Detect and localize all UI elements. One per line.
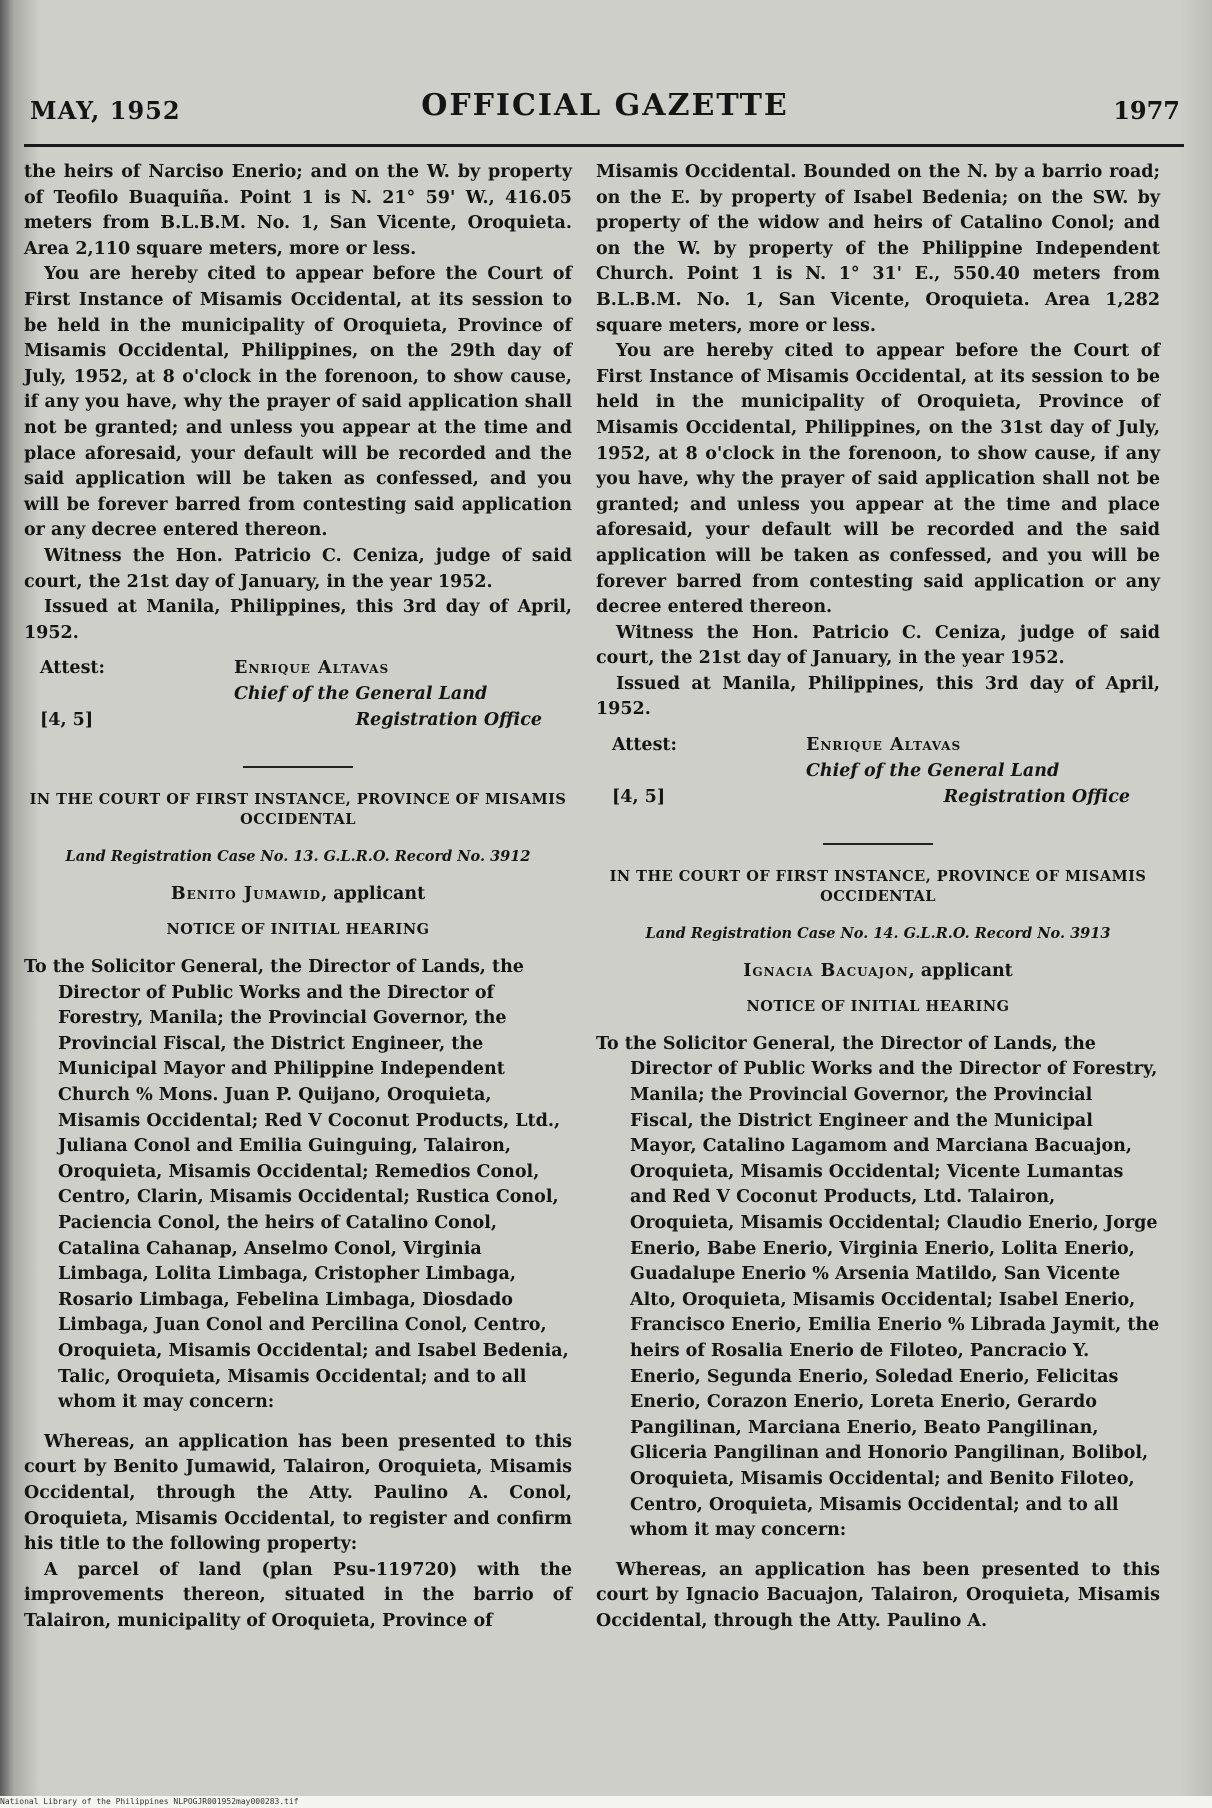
left-column bbox=[24, 160, 572, 1635]
case-number: Land Registration Case No. 13. G.L.R.O. Record No. 3912 bbox=[65, 848, 531, 866]
court-heading: IN THE COURT OF FIRST INSTANCE, PROVINCE OF MISAMIS OCCIDENTAL bbox=[609, 868, 1147, 906]
applicant-suffix: , applicant bbox=[321, 883, 426, 904]
left-para-2: You are hereby cited to appear before the Court of First Instance of Misamis Occidental, at its session to be held in the municipality of Oroquieta, Province of Misamis Occidental, Philippines, on the 29th day of July, 1952, at 8 o'clock in the forenoon, to show cause, if any you have, why the prayer of said application shall not be granted; and unless you appear at the time and place aforesaid, your default will be recorded and the said application will be taken as confessed, and you will be forever barred from contesting said application or any decree entered thereon. bbox=[24, 264, 572, 541]
left-para-1: the heirs of Narciso Enerio; and on the W. by property of Teofilo Buaquiña. Point 1 is N. 21° 59' W., 416.05 meters from B.L.B.M. No. 1, San Vicente, Oroquieta. Area 2,110 square meters, more or less. bbox=[24, 162, 572, 259]
applicant-suffix: , applicant bbox=[908, 960, 1013, 981]
attest-title: Chief of the General Land bbox=[806, 761, 1060, 782]
left-para-4: Issued at Manila, Philippines, this 3rd day of April, 1952. bbox=[24, 597, 572, 643]
applicant-name: Benito Jumawid bbox=[170, 883, 322, 904]
right-para-1: Misamis Occidental. Bounded on the N. by a barrio road; on the E. by property of Isabel Bedenia; on the SW. by property of the widow and heirs of Catalino Conol; and on the W. by property of the Philippine Independent Church. Point 1 is N. 1° 31' E., 550.40 meters from B.L.B.M. No. 1, San Vicente, Oroquieta. Area 1,282 square meters, more or less. bbox=[596, 162, 1160, 336]
applicant-line bbox=[596, 959, 1160, 985]
applicant-name: Ignacia Bacuajon bbox=[743, 960, 909, 981]
whereas-para: Whereas, an application has been presented to this court by Benito Jumawid, Talairon, Oroquieta, Misamis Occidental, through the Atty. Paulino A. Conol, Oroquieta, Misamis Occidental, to register and confirm his title to the following property: bbox=[24, 1431, 572, 1555]
header-rule bbox=[24, 144, 1184, 147]
section-divider bbox=[243, 766, 353, 768]
right-attest-block bbox=[596, 733, 1160, 825]
whereas-para: Whereas, an application has been presented to this court by Ignacio Bacuajon, Talairon, Oroquieta, Misamis Occidental, through the Atty. Paulino A. bbox=[596, 1559, 1160, 1631]
attest-title: Chief of the General Land bbox=[234, 684, 488, 705]
notice-heading: NOTICE OF INITIAL HEARING bbox=[746, 998, 1010, 1016]
addressee-list: To the Solicitor General, the Director of Lands, the Director of Public Works and the Director of Forestry, Manila; the Provincial Governor, the Provincial Fiscal, the District Engineer, the Municipal Mayor and Philippine Independent Church % Mons. Juan P. Quijano, Oroquieta, Misamis Occidental; Red V Coconut Products, Ltd., Juliana Conol and Emilia Guinguing, Talairon, Oroquieta, Misamis Occidental; Remedios Conol, Centro, Clarin, Misamis Occidental; Rustica Conol, Paciencia Conol, the heirs of Catalino Conol, Catalina Cahanap, Anselmo Conol, Virginia Limbaga, Lolita Limbaga, Cristopher Limbaga, Rosario Limbaga, Febelina Limbaga, Diosdado Limbaga, Juan Conol and Percilina Conol, Centro, Oroquieta, Misamis Occidental; and Isabel Bedenia, Talic, Oroquieta, Misamis Occidental; and to all whom it may concern: bbox=[24, 957, 569, 1413]
left-para-3: Witness the Hon. Patricio C. Ceniza, judge of said court, the 21st day of January, in the year 1952. bbox=[24, 545, 572, 592]
left-attest-block bbox=[24, 656, 572, 748]
page-header bbox=[30, 88, 1180, 138]
header-title: OFFICIAL GAZETTE bbox=[421, 88, 789, 123]
section-divider bbox=[823, 843, 933, 845]
header-page-number: 1977 bbox=[1113, 96, 1180, 125]
attest-label: Attest: bbox=[40, 658, 105, 679]
right-para-4: Issued at Manila, Philippines, this 3rd day of April, 1952. bbox=[596, 673, 1160, 720]
addressee-list: To the Solicitor General, the Director of Lands, the Director of Public Works and the Director of Forestry, Manila; the Provincial Governor, the Provincial Fiscal, the District Engineer and the Municipal Mayor, Catalino Lagamom and Marciana Bacuajon, Oroquieta, Misamis Occidental; Vicente Lumantas and Red V Coconut Products, Ltd. Talairon, Oroquieta, Misamis Occidental; Claudio Enerio, Jorge Enerio, Babe Enerio, Virginia Enerio, Lolita Enerio, Guadalupe Enerio % Arsenia Matildo, San Vicente Alto, Oroquieta, Misamis Occidental; Isabel Enerio, Francisco Enerio, Emilia Enerio % Librada Jaymit, the heirs of Rosalia Enerio de Filoteo, Pancracio Y. Enerio, Segunda Enerio, Soledad Enerio, Felicitas Enerio, Corazon Enerio, Loreta Enerio, Gerardo Pangilinan, Marciana Enerio, Beato Pangilinan, Gliceria Pangilinan and Honorio Pangilinan, Bolibol, Oroquieta, Misamis Occidental; and Benito Filoteo, Centro, Oroquieta, Misamis Occidental; and to all whom it may concern: bbox=[596, 1033, 1160, 1541]
applicant-line bbox=[24, 882, 572, 908]
notice-heading: NOTICE OF INITIAL HEARING bbox=[166, 921, 430, 939]
court-heading: IN THE COURT OF FIRST INSTANCE, PROVINCE OF MISAMIS OCCIDENTAL bbox=[29, 791, 567, 829]
parcel-para: A parcel of land (plan Psu-119720) with the improvements thereon, situated in the barrio of Talairon, municipality of Oroquieta, Province of bbox=[24, 1559, 572, 1631]
scan-footer: National Library of the Philippines NLPOGJR001952may000283.tif bbox=[0, 1796, 1212, 1808]
attest-ref: [4, 5] bbox=[612, 787, 666, 808]
right-column bbox=[596, 160, 1160, 1635]
attest-name: Enrique Altavas bbox=[806, 735, 962, 756]
header-date: MAY, 1952 bbox=[30, 96, 181, 125]
attest-office: Registration Office bbox=[943, 787, 1130, 808]
attest-name: Enrique Altavas bbox=[234, 658, 390, 679]
case-number: Land Registration Case No. 14. G.L.R.O. Record No. 3913 bbox=[645, 925, 1111, 943]
attest-ref: [4, 5] bbox=[40, 710, 94, 731]
attest-office: Registration Office bbox=[355, 710, 542, 731]
attest-label: Attest: bbox=[612, 735, 677, 756]
right-para-3: Witness the Hon. Patricio C. Ceniza, judge of said court, the 21st day of January, in the year 1952. bbox=[596, 622, 1160, 669]
right-para-2: You are hereby cited to appear before the Court of First Instance of Misamis Occidental, at its session to be held in the municipality of Oroquieta, Province of Misamis Occidental, Philippines, on the 31st day of July, 1952, at 8 o'clock in the forenoon, to show cause, if any you have, why the prayer of said application shall not be granted; and unless you appear at the time and place aforesaid, your default will be recorded and the said application will be taken as confessed, and you will be forever barred from contesting said application or any decree entered thereon. bbox=[596, 341, 1160, 618]
